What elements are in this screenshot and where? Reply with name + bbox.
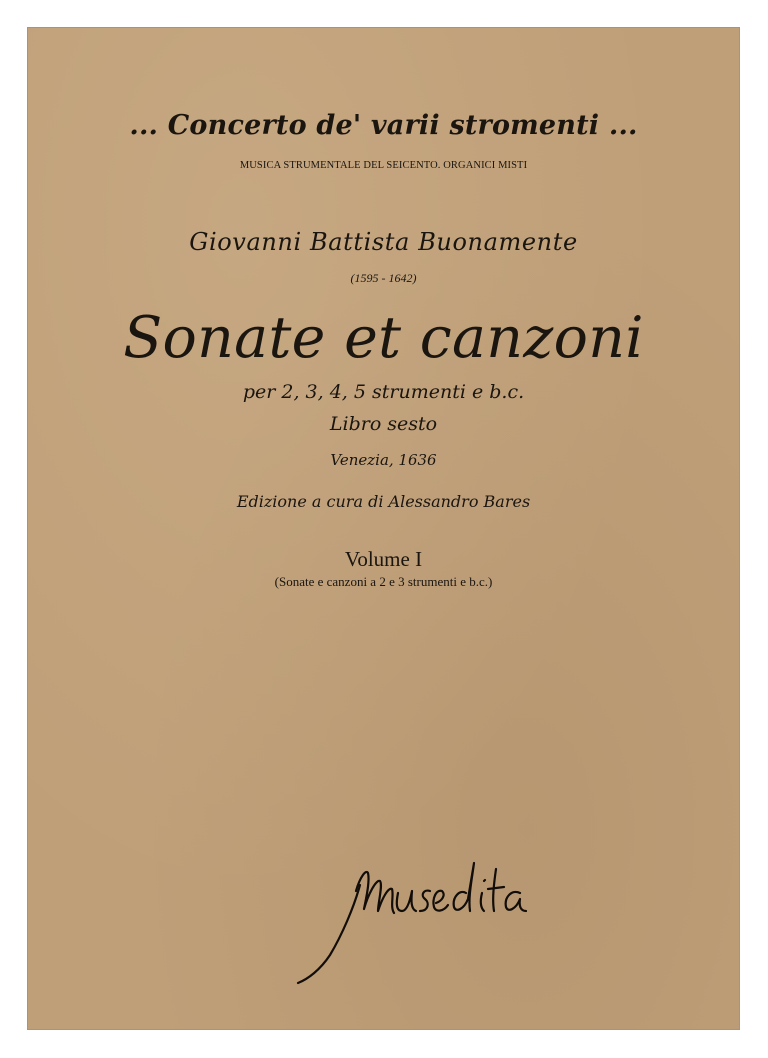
logo-stroke-i	[481, 893, 484, 911]
volume-label: Volume I	[344, 547, 423, 571]
logo-stroke-e1	[433, 891, 448, 911]
volume-contents: (Sonate e canzoni a 2 e 3 strumenti e b.c.)	[274, 574, 493, 589]
logo-stroke-i-dot	[484, 880, 485, 881]
work-title: Sonate et canzoni	[123, 305, 644, 371]
publisher-logo	[290, 827, 540, 987]
logo-stroke-a	[506, 892, 526, 911]
composer-name: Giovanni Battista Buonamente	[189, 228, 578, 256]
logo-stroke-d	[454, 863, 474, 911]
series-subtitle: MUSICA STRUMENTALE DEL SEICENTO. ORGANICI MISTI	[239, 160, 528, 171]
logo-stroke-t	[488, 869, 504, 911]
editor-credit: Edizione a cura di Alessandro Bares	[236, 492, 531, 511]
cover-page	[27, 27, 740, 1030]
place-year: Venezia, 1636	[330, 451, 437, 469]
composer-dates: (1595 - 1642)	[350, 271, 417, 285]
book-number: Libro sesto	[329, 413, 438, 435]
series-title: ... Concerto de' varii stromenti ...	[129, 110, 638, 141]
logo-stroke-s	[420, 891, 430, 911]
logo-stroke-m-long	[298, 885, 360, 983]
scoring: per 2, 3, 4, 5 strumenti e b.c.	[242, 381, 525, 403]
logo-stroke-u	[397, 891, 416, 911]
logo-stroke-m-body	[356, 872, 394, 913]
